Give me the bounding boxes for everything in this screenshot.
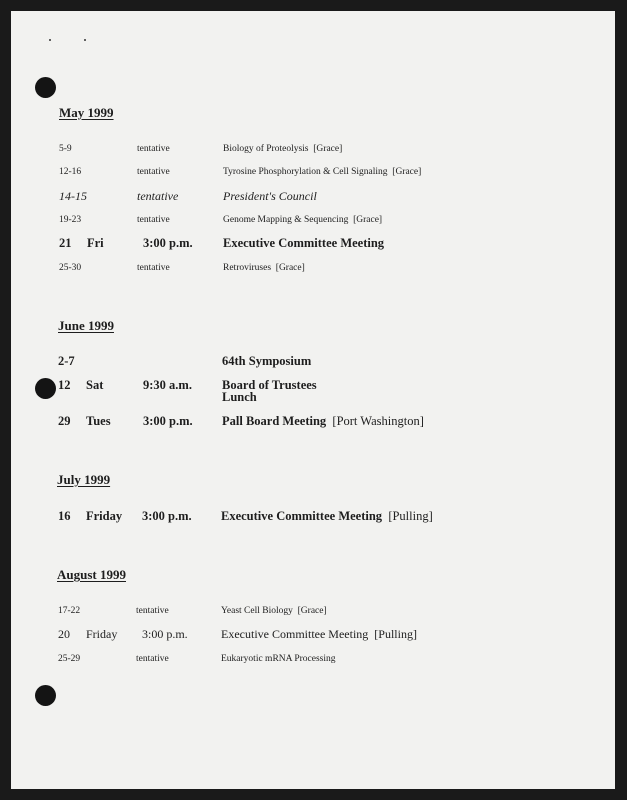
section-heading-august: August 1999 (57, 567, 126, 582)
row-dates: 20 (58, 627, 70, 641)
row-event: President's Council (223, 189, 317, 203)
schedule-row (11, 189, 615, 207)
row-time: 3:00 p.m. (143, 236, 193, 250)
row-event: Executive Committee Meeting [Pulling] (221, 509, 433, 523)
speck-mark (84, 39, 86, 41)
schedule-row (11, 144, 615, 162)
row-event: Executive Committee Meeting [Pulling] (221, 627, 417, 641)
schedule-row (11, 263, 615, 281)
row-event: Pall Board Meeting [Port Washington] (222, 414, 424, 428)
row-day: Sat (86, 378, 104, 392)
row-status: tentative (137, 189, 179, 203)
row-day: Fri (87, 236, 104, 250)
row-time: 3:00 p.m. (142, 627, 188, 641)
row-status: tentative (137, 263, 170, 273)
row-status: tentative (136, 606, 169, 616)
schedule-row (11, 354, 615, 372)
row-event: Retroviruses [Grace] (223, 263, 305, 273)
section-heading-june: June 1999 (58, 318, 114, 333)
row-time: 3:00 p.m. (142, 509, 192, 523)
row-dates: 25-29 (58, 654, 81, 664)
row-event: 64th Symposium (222, 354, 312, 368)
row-dates: 14-15 (59, 189, 87, 203)
schedule-row (11, 654, 615, 672)
row-time: 9:30 a.m. (143, 378, 192, 392)
speck-mark (49, 39, 51, 41)
row-dates: 12-16 (59, 167, 82, 177)
row-dates: 29 (58, 414, 71, 428)
document-page (11, 11, 615, 789)
row-day: Friday (86, 509, 123, 523)
row-time: 3:00 p.m. (143, 414, 193, 428)
schedule-row (11, 414, 615, 432)
row-event: Eukaryotic mRNA Processing (221, 654, 336, 664)
schedule-row (11, 215, 615, 233)
row-event: Biology of Proteolysis [Grace] (223, 144, 343, 154)
row-status: tentative (137, 167, 170, 177)
row-event: Genome Mapping & Sequencing [Grace] (223, 215, 383, 225)
schedule-row (11, 627, 615, 645)
row-dates: 5-9 (59, 144, 72, 154)
row-dates: 25-30 (59, 263, 82, 273)
schedule-row (11, 509, 615, 527)
schedule-row (11, 378, 615, 404)
punch-hole-icon (35, 685, 56, 706)
row-day: Tues (86, 414, 111, 428)
row-event: Executive Committee Meeting (223, 236, 385, 250)
row-dates: 17-22 (58, 606, 81, 616)
row-event: Tyrosine Phosphorylation & Cell Signaling [Grace] (223, 167, 422, 177)
row-status: tentative (136, 654, 169, 664)
row-event-line2: Lunch (222, 390, 257, 404)
punch-hole-icon (35, 77, 56, 98)
row-event: Board of Trustees (222, 378, 317, 392)
section-heading-may: May 1999 (59, 105, 114, 120)
row-dates: 2-7 (58, 354, 75, 368)
schedule-row (11, 606, 615, 624)
section-heading-july: July 1999 (57, 472, 111, 487)
row-dates: 21 (59, 236, 72, 250)
schedule-row (11, 167, 615, 185)
row-day: Friday (86, 627, 118, 641)
row-dates: 19-23 (59, 215, 82, 225)
row-event: Yeast Cell Biology [Grace] (221, 606, 327, 616)
schedule-row (11, 236, 615, 254)
row-dates: 12 (58, 378, 71, 392)
row-dates: 16 (58, 509, 71, 523)
row-status: tentative (137, 144, 170, 154)
row-status: tentative (137, 215, 170, 225)
